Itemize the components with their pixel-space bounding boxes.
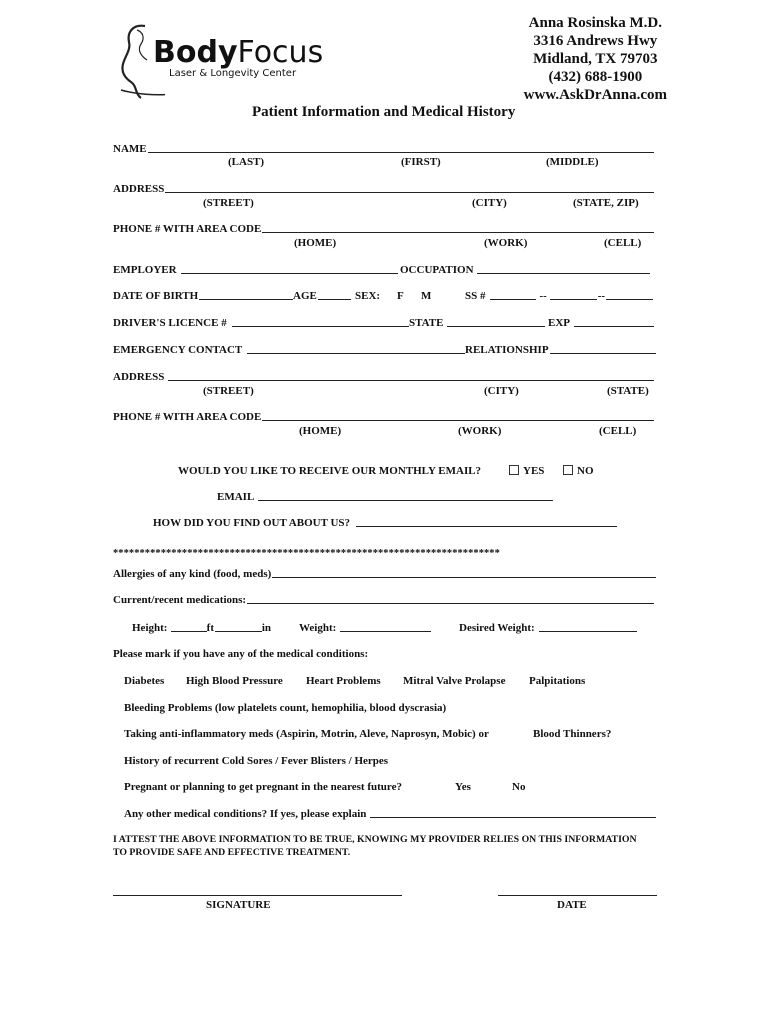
email-question: WOULD YOU LIKE TO RECEIVE OUR MONTHLY EMAIL? <box>178 465 482 477</box>
street-address: 3316 Andrews Hwy <box>533 33 658 49</box>
employer-field[interactable] <box>113 264 398 276</box>
name-first-caption: (FIRST) <box>401 156 441 168</box>
email-no-label: NO <box>577 465 594 477</box>
emergency-cell-caption: (CELL) <box>599 425 637 437</box>
phone-field[interactable] <box>113 223 654 235</box>
other-conditions-field[interactable] <box>124 808 656 820</box>
condition-high-blood-pressure[interactable]: High Blood Pressure <box>186 675 283 687</box>
attestation-line-1: I ATTEST THE ABOVE INFORMATION TO BE TRUE, KNOWING MY PROVIDER RELIES ON THIS INFORMATION <box>113 834 637 845</box>
condition-blood-thinners[interactable]: Blood Thinners? <box>533 728 612 740</box>
employer-label: EMPLOYER <box>113 264 177 276</box>
referral-label: HOW DID YOU FIND OUT ABOUT US? <box>153 517 351 529</box>
dob-label: DATE OF BIRTH <box>113 290 199 302</box>
condition-heart-problems[interactable]: Heart Problems <box>306 675 381 687</box>
medications-label: Current/recent medications: <box>113 594 247 606</box>
emergency-work-caption: (WORK) <box>458 425 502 437</box>
phone-cell-caption: (CELL) <box>604 237 642 249</box>
weight-label: Weight: <box>299 622 337 634</box>
date-line[interactable] <box>498 895 657 896</box>
email-yes-option[interactable] <box>509 465 544 477</box>
relationship-label: RELATIONSHIP <box>465 344 549 356</box>
conditions-intro: Please mark if you have any of the medical conditions: <box>113 648 369 660</box>
doctor-name: Anna Rosinska M.D. <box>528 15 663 31</box>
logo <box>115 20 324 100</box>
desired-weight-field[interactable] <box>459 622 637 634</box>
occupation-label: OCCUPATION <box>400 264 474 276</box>
weight-field[interactable] <box>299 622 431 634</box>
signature-label: SIGNATURE <box>206 899 271 911</box>
phone-work-caption: (WORK) <box>484 237 528 249</box>
phone-home-caption: (HOME) <box>294 237 337 249</box>
other-conditions-label: Any other medical conditions? If yes, please explain <box>124 808 367 820</box>
pregnancy-no-option[interactable]: No <box>512 781 526 793</box>
height-ft-field[interactable] <box>132 622 214 634</box>
name-field[interactable] <box>113 143 654 155</box>
ssn-dash-2: -- <box>597 290 606 302</box>
address-field[interactable] <box>113 183 654 195</box>
age-field[interactable] <box>293 290 351 302</box>
age-label: AGE <box>293 290 317 302</box>
address-label: ADDRESS <box>113 183 165 195</box>
website: www.AskDrAnna.com <box>523 87 667 103</box>
signature-line[interactable] <box>113 895 402 896</box>
emergency-city-caption: (CITY) <box>484 385 519 397</box>
condition-cold-sores[interactable]: History of recurrent Cold Sores / Fever Blisters / Herpes <box>124 755 389 767</box>
occupation-field[interactable] <box>400 264 650 276</box>
condition-anti-inflammatory[interactable]: Taking anti-inflammatory meds (Aspirin, Motrin, Aleve, Naprosyn, Mobic) or <box>124 728 489 740</box>
condition-bleeding[interactable]: Bleeding Problems (low platelets count, hemophilia, blood dyscrasia) <box>124 702 447 714</box>
allergies-field[interactable] <box>113 568 656 580</box>
ssn-dash-1: -- <box>539 290 547 302</box>
name-last-caption: (LAST) <box>228 156 265 168</box>
license-state-label: STATE <box>409 317 444 329</box>
sex-option-m[interactable]: M <box>421 290 432 302</box>
license-state-field[interactable] <box>409 317 545 329</box>
condition-mitral-valve-prolapse[interactable]: Mitral Valve Prolapse <box>403 675 506 687</box>
license-exp-field[interactable] <box>548 317 654 329</box>
desired-weight-label: Desired Weight: <box>459 622 535 634</box>
allergies-label: Allergies of any kind (food, meds) <box>113 568 272 580</box>
date-label: DATE <box>557 899 587 911</box>
checkbox-icon <box>563 465 573 475</box>
license-exp-label: EXP <box>548 317 570 329</box>
ssn-label: SS # <box>465 290 486 302</box>
checkbox-icon <box>509 465 519 475</box>
sex-option-f[interactable]: F <box>397 290 404 302</box>
attestation-line-2: TO PROVIDE SAFE AND EFFECTIVE TREATMENT. <box>113 847 351 858</box>
medications-field[interactable] <box>113 594 654 606</box>
height-in-field[interactable] <box>215 622 271 634</box>
license-field[interactable] <box>113 317 409 329</box>
sex-label: SEX: <box>355 290 381 302</box>
dob-field[interactable] <box>113 290 293 302</box>
email-yes-label: YES <box>523 465 545 477</box>
referral-field[interactable] <box>153 517 617 529</box>
emergency-address-label: ADDRESS <box>113 371 165 383</box>
emergency-address-field[interactable] <box>113 371 654 383</box>
condition-diabetes[interactable]: Diabetes <box>124 675 165 687</box>
emergency-contact-label: EMERGENCY CONTACT <box>113 344 243 356</box>
phone-number: (432) 688-1900 <box>548 69 643 85</box>
logo-focus-text: Focus <box>237 35 324 70</box>
emergency-street-caption: (STREET) <box>203 385 254 397</box>
name-middle-caption: (MIDDLE) <box>546 156 599 168</box>
emergency-phone-label: PHONE # WITH AREA CODE <box>113 411 262 423</box>
practice-address <box>524 14 667 104</box>
in-label: in <box>261 622 271 634</box>
address-street-caption: (STREET) <box>203 197 254 209</box>
phone-label: PHONE # WITH AREA CODE <box>113 223 262 235</box>
logo-body-text: Body <box>153 35 238 70</box>
relationship-field[interactable] <box>465 344 656 356</box>
height-label: Height: <box>132 622 168 634</box>
pregnancy-question: Pregnant or planning to get pregnant in the nearest future? <box>124 781 402 793</box>
name-label: NAME <box>113 143 147 155</box>
condition-palpitations[interactable]: Palpitations <box>529 675 586 687</box>
email-no-option[interactable] <box>563 465 594 477</box>
address-statezip-caption: (STATE, ZIP) <box>573 197 639 209</box>
emergency-state-caption: (STATE) <box>607 385 649 397</box>
emergency-contact-field[interactable] <box>113 344 465 356</box>
emergency-phone-field[interactable] <box>113 411 654 423</box>
separator-asterisks: ************************************************************************* <box>113 548 500 559</box>
ft-label: ft <box>206 622 214 634</box>
pregnancy-yes-option[interactable]: Yes <box>455 781 471 793</box>
city-state-zip: Midland, TX 79703 <box>533 51 658 67</box>
email-field[interactable] <box>217 491 553 503</box>
page-title: Patient Information and Medical History <box>252 104 516 120</box>
ssn-field[interactable] <box>465 290 653 302</box>
logo-tagline: Laser & Longevity Center <box>169 68 297 79</box>
license-label: DRIVER'S LICENCE # <box>113 317 227 329</box>
address-city-caption: (CITY) <box>472 197 507 209</box>
emergency-home-caption: (HOME) <box>299 425 342 437</box>
email-label: EMAIL <box>217 491 255 503</box>
